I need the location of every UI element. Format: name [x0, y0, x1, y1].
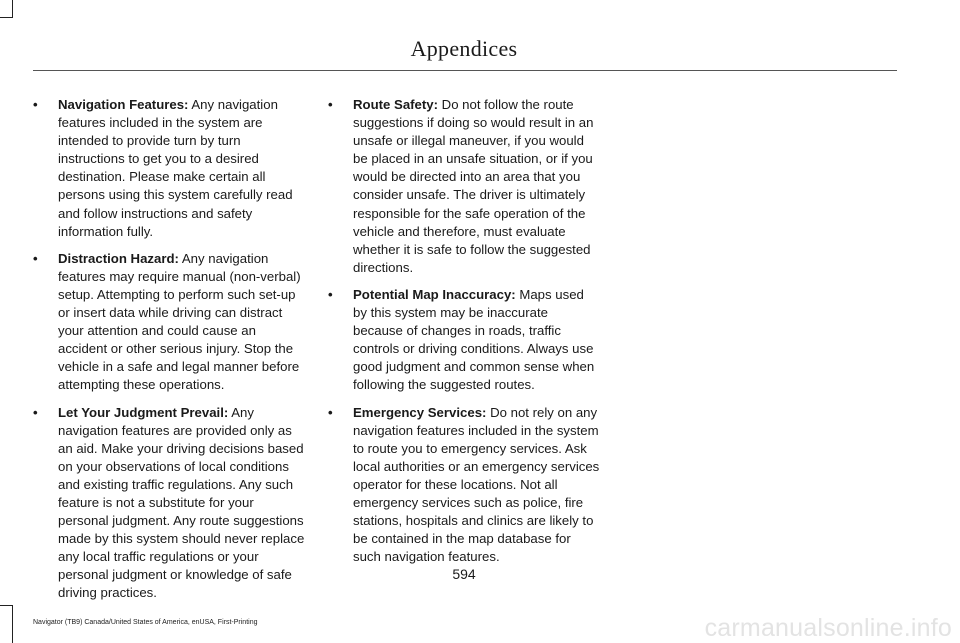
item-term: Emergency Services: — [353, 404, 487, 420]
item-text: Any navigation features are provided only as an aid. Make your driving decisions based on your observations of local conditions and existing traffic regulations. Any such feature is not a substitute for your personal judgment. Any route suggestions made by this system should never replace any local traffic regulations or your personal judgment or knowledge of safe driving practices. — [58, 404, 305, 601]
list-item — [33, 96, 305, 241]
item-term: Potential Map Inaccuracy: — [353, 286, 516, 302]
item-text: Maps used by this system may be inaccurate because of changes in roads, traffic controls or driving conditions. Always use good judgment and common sense when following the suggested routes. — [353, 286, 595, 393]
list-item — [33, 250, 305, 395]
item-text: Do not follow the route suggestions if doing so would result in an unsafe or illegal maneuver, if you would be placed in an unsafe situation, or if you would be directed into an area that you consider unsafe. The driver is ultimately responsible for the safe operation of the vehicle and therefore, must evaluate whether it is safe to follow the suggested directions. — [353, 97, 594, 275]
watermark: carmanualsonline.info — [704, 614, 952, 642]
crop-mark-bottom-left — [12, 605, 13, 643]
document-info: Navigator (TB9) Canada/United States of America, enUSA, First-Printing — [33, 619, 258, 626]
right-column — [328, 96, 600, 575]
item-term: Navigation Features: — [58, 97, 189, 112]
list-item — [328, 404, 600, 567]
item-text: Do not rely on any navigation features included in the system to route you to emergency services. Ask local authorities or an emergency services operator for these locations. Not all emergency services such as police, fire stations, hospitals and clinics are likely to be contained in the map database for such navigation features. — [353, 404, 600, 565]
bullet-icon: • — [328, 404, 333, 420]
bullet-icon: • — [33, 404, 38, 420]
bullet-icon: • — [33, 97, 38, 112]
item-term: Let Your Judgment Prevail: — [58, 404, 229, 420]
item-text: Any navigation features included in the system are intended to provide turn by turn instructions to get you to a desired destination. Please make certain all persons using this system carefully read and follow instructions and safety information fully. — [58, 97, 293, 239]
header-divider — [33, 70, 897, 71]
bullet-icon: • — [328, 97, 333, 112]
crop-mark-bottom-left — [0, 605, 13, 606]
left-column — [33, 96, 305, 612]
page-title: Appendices — [410, 36, 518, 61]
item-term: Distraction Hazard: — [58, 250, 179, 266]
list-item — [328, 286, 600, 395]
bullet-icon: • — [33, 250, 38, 266]
crop-mark-top-left — [0, 17, 13, 18]
item-term: Route Safety: — [353, 97, 438, 112]
item-text: Any navigation features may require manual (non-verbal) setup. Attempting to perform such set-up or insert data while driving can distract your attention and could cause an accident or other serious injury. Stop the vehicle in a safe and legal manner before attempting these operations. — [58, 250, 301, 393]
page-number: 594 — [452, 566, 476, 582]
crop-mark-top-left — [12, 0, 13, 18]
bullet-icon: • — [328, 286, 333, 302]
list-item — [328, 96, 600, 277]
